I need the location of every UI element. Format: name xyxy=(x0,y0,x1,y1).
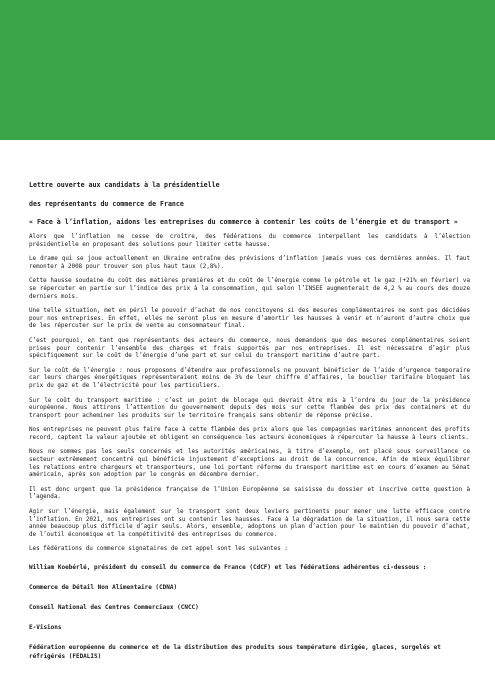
paragraph-energy: Sur le coût de l’énergie : nous proposons d’étendre aux professionnels ne pouvant bénéficier de l’aide d’urgence temporaire car leurs charges énergétiques représenteraient moins de 3% de leur chiffre d’affaires, le bouclier tarifaire bloquant les prix du gaz et de l’électricité pour les particuliers. xyxy=(29,367,470,389)
federation-item: William Koebérlé, président du conseil du commerce de France (CdCF) et les fédérations adhérentes ci-dessous : xyxy=(29,564,427,571)
paragraph-demands: C’est pourquoi, en tant que représentants des acteurs du commerce, nous demandons que des mesures complémentaires soient prises pour contenir l’ensemble des charges et frais supportés par nos entreprises. Il est nécessaire d’agir plus spécifiquement sur le coût de l’énergie d’une part et sur celui du transport maritime d’autre part. xyxy=(29,337,470,360)
federation-item: Commerce de Détail Non Alimentaire (CDNA) xyxy=(29,584,178,591)
letter-headline: « Face à l’inflation, aidons les entreprises du commerce à contenir les coûts de l’énergie et du transport » xyxy=(29,218,458,226)
federation-item: E-Visions xyxy=(29,624,62,631)
federation-item: Conseil National des Centres Commerciaux (CNCC) xyxy=(29,604,199,611)
letter-title: Lettre ouverte aux candidats à la présidentielle xyxy=(29,181,220,189)
paragraph-intro: Alors que l’inflation ne cesse de croître, des fédérations du commerce interpellent les candidats à l’élection présidentielle en proposant des solutions pour limiter cette hausse. xyxy=(29,234,470,248)
paragraph-eu-presidency: Il est donc urgent que la présidence française de l’Union Européenne se saisisse du dossier et inscrive cette question à l’agenda. xyxy=(29,486,470,501)
header-banner xyxy=(0,0,495,140)
paragraph-purchasing-power: Une telle situation, met en péril le pouvoir d’achat de nos concitoyens si des mesures complémentaires ne sont pas décidées pour nos entreprises. En effet, elles ne seront plus en mesure d’amortir les hausses à venir et n’auront d’autre choix que de les répercuter sur le prix de vente au consommateur final. xyxy=(29,308,470,330)
paragraph-action-plan: Agir sur l’énergie, mais également sur le transport sont deux leviers pertinents pour mener une lutte efficace contre l’inflation. En 2021, nos entreprises ont su contenir les hausses. Face à la dégradation de la situation, il nous sera cette année beaucoup plus difficile d’agir seuls. Alors, ensemble, adoptons un plan d’action pour le maintien du pouvoir d’achat, de l’outil économique et la compétitivité des entreprises du commerce. xyxy=(29,509,470,538)
paragraph-shipping: Sur le coût du transport maritime : c’est un point de blocage qui devrait être mis à l’ordre du jour de la présidence européenne. Nous attirons l’attention du gouvernement depuis des mois sur cette flambée des prix des containers et du transport pour acheminer les produits sur le territoire français sans obtenir de réponse précise. xyxy=(29,397,470,419)
federation-item: Fédération européenne du commerce et de la distribution des produits sous température dirigée, glaces, surgelés et réfrigérés (FEDALIS) xyxy=(29,644,441,660)
paragraph-us-authorities: Nous ne sommes pas les seuls concernés et les autorités américaines, à titre d’exemple, ont placé sous surveillance ce secteur extrêmement concentré qui bénéficie injustement d’exceptions au droit de la concurrence. Afin de mieux équilibrer les relations entre chargeurs et transporteurs, une loi portant réforme du transport maritime est en cours d’examen au Sénat américain, après son adoption par le congrès en décembre dernier. xyxy=(29,449,470,479)
signatories-intro: Les fédérations du commerce signataires de cet appel sont les suivantes : xyxy=(29,546,288,553)
paragraph-prices: Nos entreprises ne peuvent plus faire face à cette flambée des prix alors que les compagnies maritimes annoncent des profits record, captent la valeur ajoutée et obligent en conséquence les acteurs économiques à répercuter la hausse à leurs clients. xyxy=(29,427,470,441)
paragraph-raw-materials: Cette hausse soudaine du coût des matières premières et du coût de l’énergie comme le pétrole et le gaz (+21% en février) va se répercuter en partie sur l’indice des prix à la consommation, qui selon l’INSEE augmenterait de 4,2 % au cours des douze derniers mois. xyxy=(29,278,470,300)
letter-subtitle: des représentants du commerce de France xyxy=(29,200,184,208)
paragraph-ukraine: Le drame qui se joue actuellement en Ukraine entraîne des prévisions d’inflation jamais vues ces dernières années. Il faut remonter à 2008 pour trouver son plus haut taux (2,8%). xyxy=(29,256,470,270)
letter-document xyxy=(29,181,470,672)
